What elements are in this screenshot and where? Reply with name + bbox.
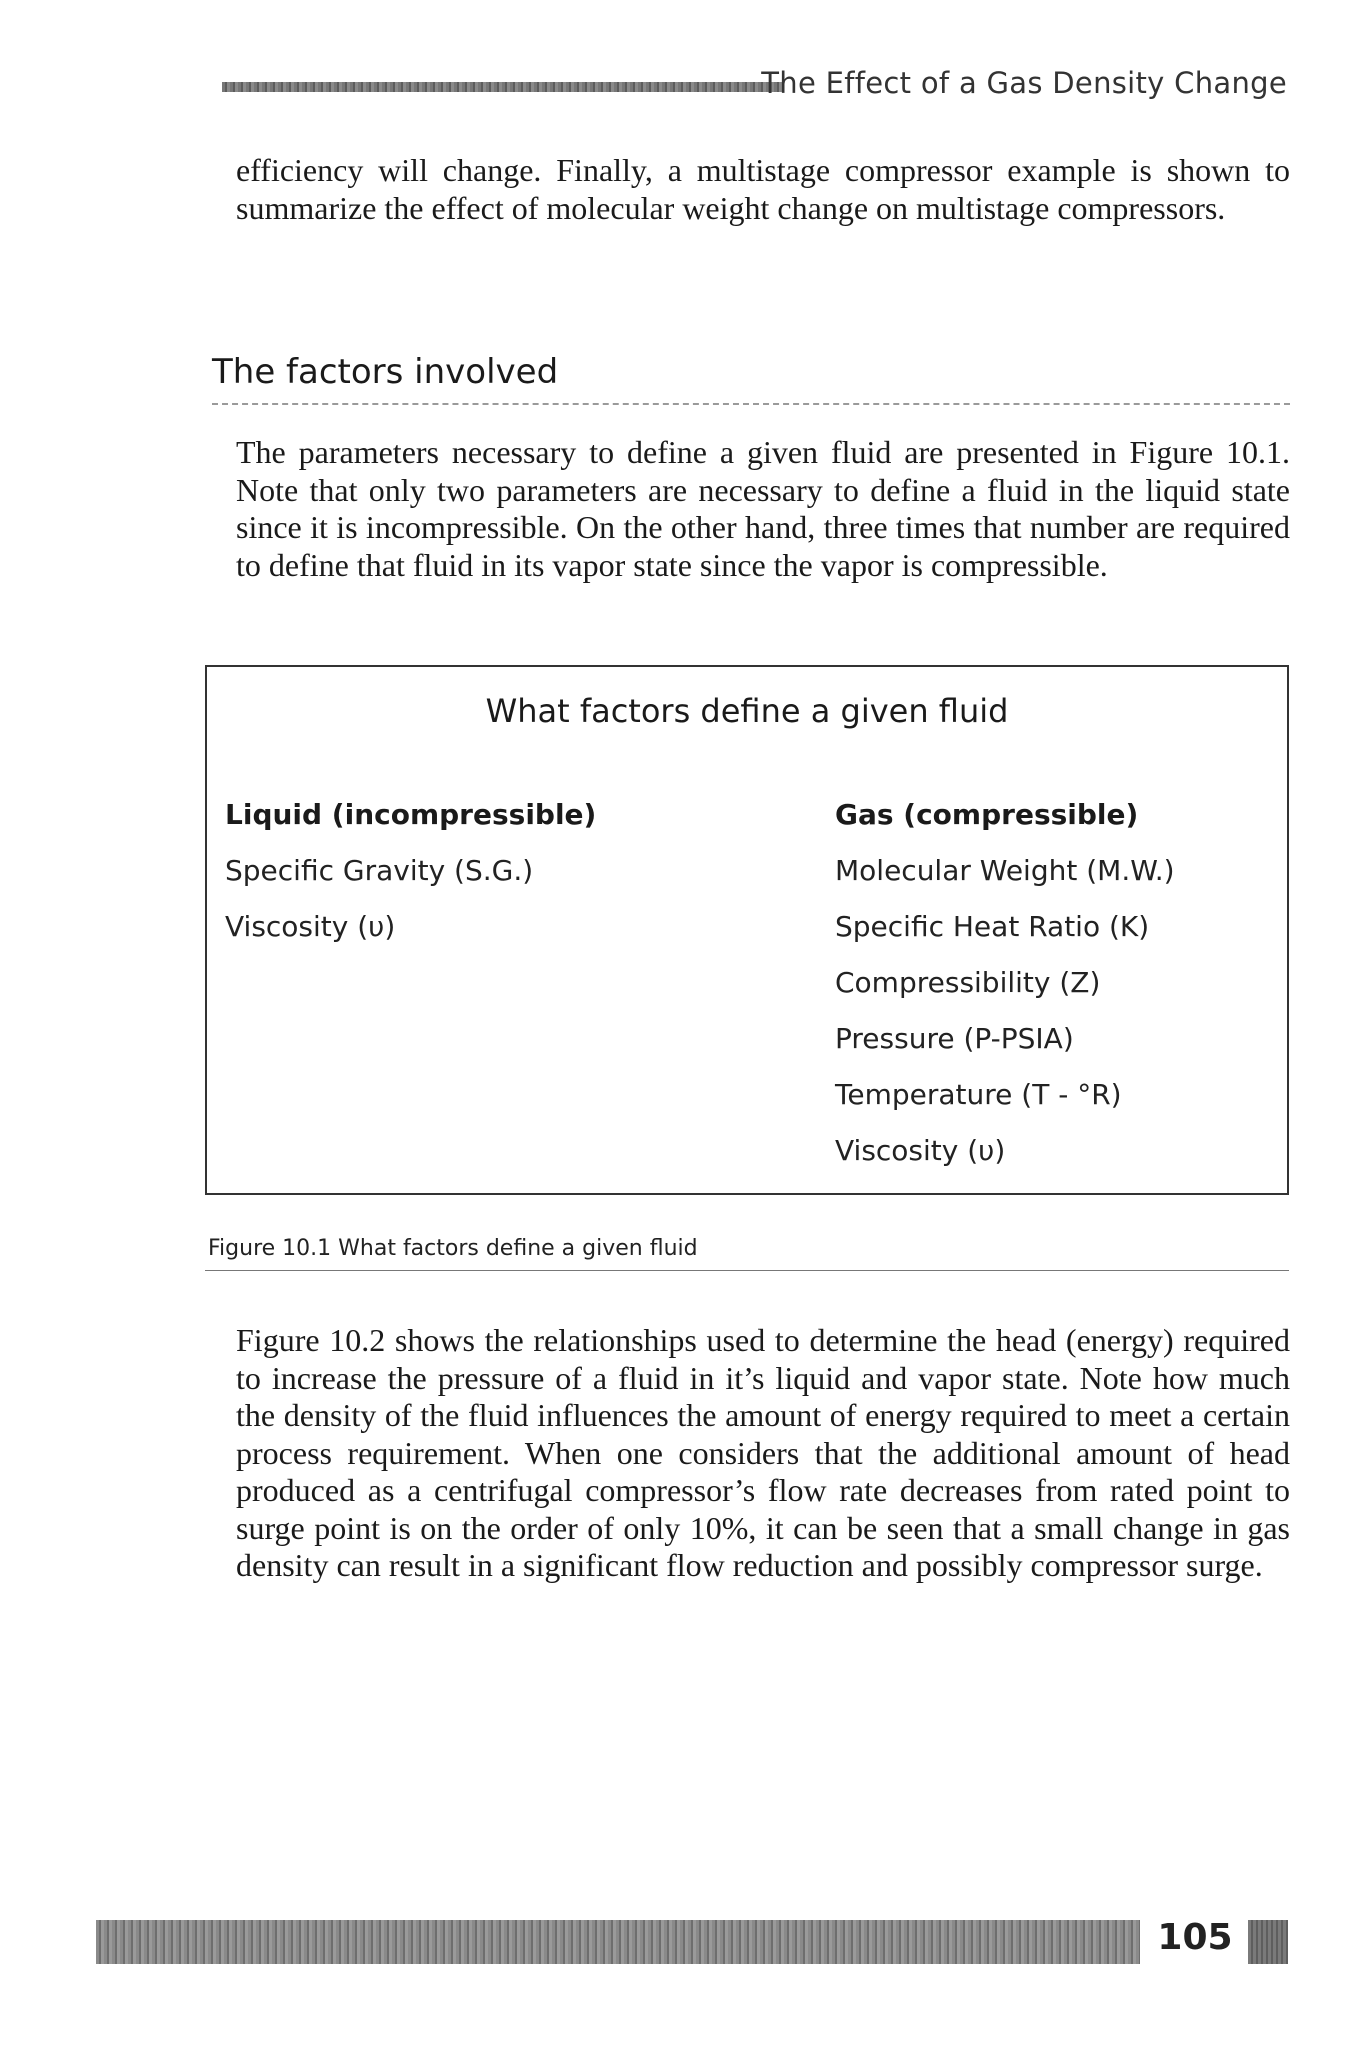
- gas-parameter: Molecular Weight (M.W.): [835, 854, 1175, 887]
- figure-10-2-paragraph: Figure 10.2 shows the relationships used to determine the head (energy) required to increase the pressure of a fluid in it’s liquid and vapor state. Note how much the density of the fluid influences the amount of energy required to meet a certain process requirement. When one considers that the additional amount of head produced as a centrifugal compressor’s flow rate decreases from rated point to surge point is on the order of only 10%, it can be seen that a small change in gas density can result in a significant flow reduction and possibly compressor surge.: [236, 1322, 1290, 1583]
- figure-title: What factors define a given fluid: [485, 692, 1009, 730]
- section-divider: [212, 403, 1290, 405]
- liquid-column-heading: Liquid (incompressible): [225, 798, 597, 831]
- liquid-parameter: Specific Gravity (S.G.): [225, 854, 534, 887]
- gas-parameter: Pressure (P-PSIA): [835, 1022, 1074, 1055]
- footer-end-block: [1248, 1920, 1288, 1964]
- gas-parameter: Viscosity (υ): [835, 1134, 1006, 1167]
- running-header-title: The Effect of a Gas Density Change: [761, 66, 1287, 100]
- page-number: 105: [1157, 1917, 1233, 1958]
- intro-paragraph: efficiency will change. Finally, a multistage compressor example is shown to summarize the effect of molecular weight change on multistage compressors.: [236, 152, 1290, 226]
- footer-decorative-bar: [96, 1920, 1140, 1964]
- gas-parameter: Temperature (T - °R): [835, 1078, 1122, 1111]
- gas-column: [835, 787, 1175, 1179]
- gas-parameter: Specific Heat Ratio (K): [835, 910, 1150, 943]
- section-heading: The factors involved: [212, 352, 559, 392]
- liquid-parameter-list: [225, 843, 596, 955]
- figure-10-1-box: [205, 665, 1289, 1195]
- caption-divider: [205, 1270, 1289, 1271]
- figure-caption: Figure 10.1 What factors define a given fluid: [208, 1236, 698, 1261]
- liquid-column: [225, 787, 596, 955]
- running-header: [222, 66, 1287, 112]
- gas-parameter-list: [835, 843, 1175, 1179]
- header-decorative-bar: [222, 82, 782, 92]
- liquid-parameter: Viscosity (υ): [225, 910, 396, 943]
- gas-parameter: Compressibility (Z): [835, 966, 1101, 999]
- gas-column-heading: Gas (compressible): [835, 798, 1139, 831]
- factors-paragraph: The parameters necessary to define a given fluid are presented in Figure 10.1. Note that only two parameters are necessary to define a fluid in the liquid state since it is incompressible. On the other hand, three times that number are required to define that fluid in its vapor state since the vapor is compressible.: [236, 434, 1290, 583]
